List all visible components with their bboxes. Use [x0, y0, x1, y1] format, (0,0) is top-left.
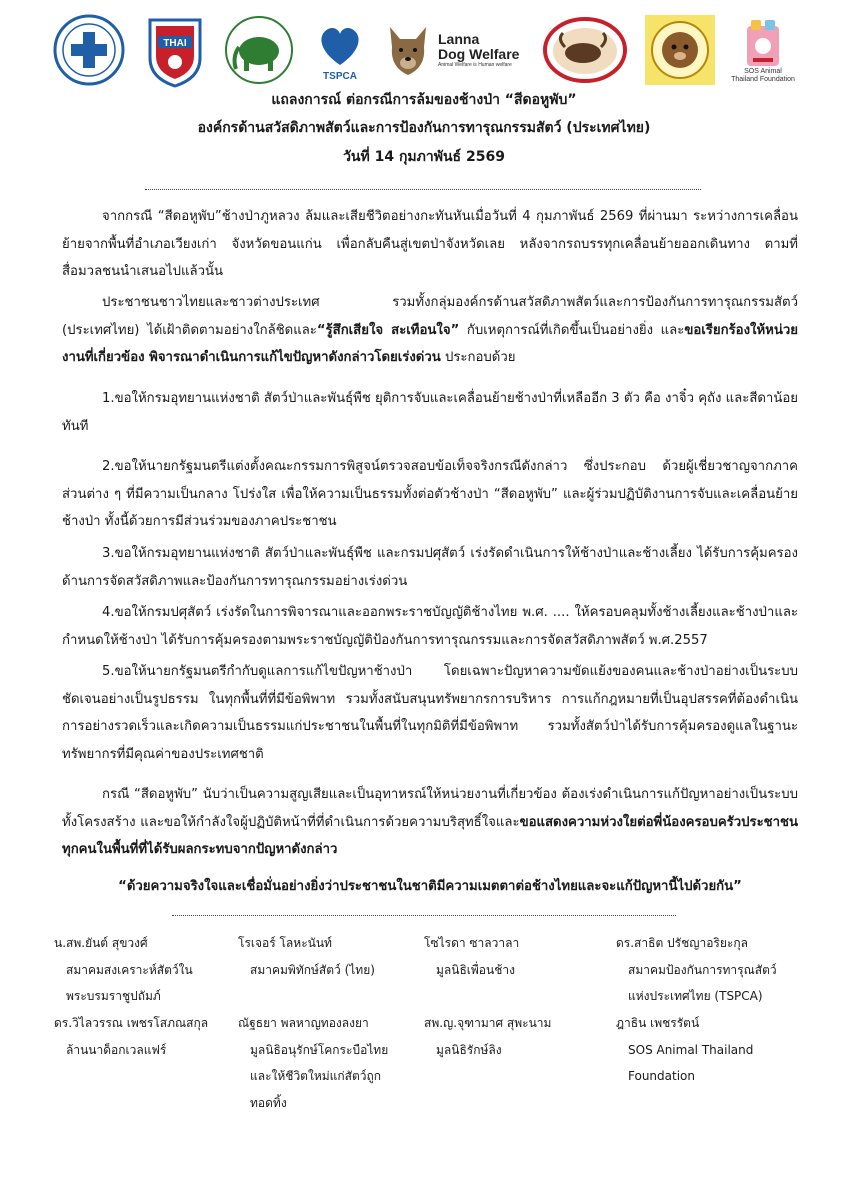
- signatory-name: ณัฐธยา พลหาญทองลงยา: [238, 1016, 369, 1030]
- signatory-org: มูลนิธิอนุรักษ์โคกระบือไทย: [250, 1042, 389, 1057]
- signatory: [238, 1010, 438, 1116]
- demand-item-2: 2.ขอให้นายกรัฐมนตรีแต่งตั้งคณะกรรมการพิสูจน์ตรวจสอบข้อเท็จจริงกรณีดังกล่าว ซึ่งประกอบ ด้วยผู้เชี่ยวชาญจากภาคส่วนต่าง ๆ ที่มีความเป็นกลาง โปร่งใส เพื่อให้ความเป็นธรรมทั้งต่อตัวช้างป่า “สีดอหูพับ” และผู้ร่วมปฏิบัติงานการจับและเคลื่อนย้ายช้างป่า ทั้งนี้ด้วยการมีส่วนร่วมของภาคประชาชน: [62, 459, 798, 529]
- sos-line1: SOS Animal: [744, 68, 782, 75]
- buffalo-foundation-logo: [542, 10, 628, 90]
- closing-text-b: ขอแสดงความห่วงใยต่อพี่น้องครอบครัวประชาชนทุกคนในพื้นที่ที่ได้รับผลกระทบจากปัญหาดังกล่าว: [62, 814, 798, 857]
- paragraph-closing: [62, 781, 798, 864]
- sos-line2: Thailand Foundation: [731, 76, 795, 83]
- closing-quote: “ด้วยความจริงใจและเชื่อมั่นอย่างยิ่งว่าประชาชนในชาติมีความเมตตาต่อช้างไทยและจะแก้ปัญหานี้ไปด้วยกัน”: [118, 879, 742, 894]
- signatory-name: สพ.ญ.จุฑามาศ สุพะนาม: [424, 1016, 552, 1030]
- signatory: [424, 1010, 624, 1063]
- closing-text-a: กรณี “สีดอหูพับ” นับว่าเป็นความสูญเสียและเป็นอุทาหรณ์ให้หน่วยงานที่เกี่ยวข้อง ต้องเร่งดำเนินการแก้ปัญหาอย่างเป็นระบบทั้งโครงสร้าง และขอให้กำลังใจผู้ปฏิบัติหน้าที่ที่ดำเนินการด้วยความบริสุทธิ์ใจและ: [62, 787, 798, 830]
- signatory-name: โรเจอร์ โลหะนันท์: [238, 936, 332, 950]
- lanna-dog-welfare-logo: [382, 10, 532, 90]
- signatory: [424, 930, 624, 983]
- signatory-org: มูลนิธิเพื่อนช้าง: [436, 962, 515, 977]
- demand-text-b: “รู้สึกเสียใจ สะเทือนใจ”: [316, 322, 460, 338]
- thai-aga-label: THAI: [163, 38, 187, 49]
- signatory-name: น.สพ.ยันต์ สุขวงศ์: [54, 936, 148, 950]
- signatory-name: ดร.สาธิต ปรัชญาอริยะกุล: [616, 936, 748, 950]
- signatory-org: พระบรมราชูปถัมภ์: [66, 989, 161, 1003]
- signatory: [238, 930, 438, 983]
- tspca-logo: [310, 10, 370, 90]
- signatory-org: แห่งประเทศไทย (TSPCA): [628, 989, 763, 1003]
- demand-text-a: ประชาชนชาวไทยและชาวต่างประเทศ รวมทั้งกลุ่มองค์กรด้านสวัสดิภาพสัตว์และการป้องกันการทารุณกรรมสัตว์ (ประเทศไทย) ได้เฝ้าติดตามอย่างใกล้ชิดและ: [62, 295, 798, 338]
- logo-strip: [50, 10, 798, 90]
- wildlife-rescue-logo: [642, 10, 718, 90]
- demand-item-5: 5.ขอให้นายกรัฐมนตรีกำกับดูแลการแก้ไขปัญหาช้างป่า โดยเฉพาะปัญหาความขัดแย้งของคนและช้างป่าอย่างเป็นระบบ ชัดเจนอย่างเป็นรูปธรรม ในทุกพื้นที่ที่มีข้อพิพาท รวมทั้งสนับสนุนทรัพยากรการบริหาร การแก้กฎหมายที่เป็นอุปสรรคที่ต้องดำเนินการอย่างรวดเร็วและเกิดความเป็นธรรมแก่ประชาชนในพื้นที่ในทุกมิติที่มีข้อพิพาท รวมทั้งสัตว์ป่าได้รับการคุ้มครองดูแลในฐานะทรัพยากรที่มีคุณค่าของประเทศชาติ: [62, 664, 798, 762]
- thai-aga-logo: [142, 10, 208, 90]
- signatory-org: ล้านนาด็อกเวลแฟร์: [66, 1042, 167, 1057]
- signatory-org: Foundation: [628, 1069, 695, 1083]
- signatory-name: ฎาธิน เพชรรัตน์: [616, 1016, 700, 1030]
- signatory-org: และให้ชีวิตใหม่แก่สัตว์ถูก: [250, 1069, 382, 1083]
- signatory-org: สมาคมป้องกันการทารุณสัตว์: [628, 962, 777, 977]
- signatory-name: ดร.วิไลวรรณ เพชรโสภณสกุล: [54, 1016, 209, 1030]
- demand-item-4: 4.ขอให้กรมปศุสัตว์ เร่งรัดในการพิจารณาและออกพระราชบัญญัติช้างไทย พ.ศ. .... ให้ครอบคลุมทั้งช้างเลี้ยงและช้างป่าและกำหนดให้ช้างป่า ได้รับการคุ้มครองตามพระราชบัญญัติป้องกันการทารุณกรรมและการจัดสวัสดิภาพสัตว์ พ.ศ.2557: [62, 605, 798, 648]
- sos-animal-logo: [728, 10, 798, 90]
- tspca-label: TSPCA: [323, 71, 357, 82]
- elephant-foundation-logo: [222, 10, 296, 90]
- signatory-org: ทอดทิ้ง: [250, 1095, 287, 1110]
- signatory-name: โซไรดา ซาลวาลา: [424, 936, 520, 950]
- lanna-tagline: Animal Welfare is Human welfare: [438, 62, 512, 68]
- dog-icon: [382, 17, 434, 83]
- signatory: [616, 930, 816, 1010]
- demand-text-c: กับเหตุการณ์ที่เกิดขึ้นเป็นอย่างยิ่ง และ: [459, 322, 685, 338]
- signatory-org: สมาคมสงเคราะห์สัตว์ใน: [66, 962, 193, 977]
- paragraph-demand: [62, 289, 798, 372]
- sos-animal-icon: [743, 16, 783, 68]
- demand-item-3: 3.ขอให้กรมอุทยานแห่งชาติ สัตว์ป่าและพันธุ์พืช และกรมปศุสัตว์ เร่งรัดดำเนินการให้ช้างป่าและช้างเลี้ยง ได้รับการคุ้มครองด้านการจัดสวัสดิภาพและป้องกันการทารุณกรรมอย่างเร่งด่วน: [62, 546, 798, 589]
- statement-date: วันที่ 14 กุมภาพันธ์ 2569: [343, 149, 505, 165]
- signatory-org: มูลนิธิรักษ์ลิง: [436, 1042, 502, 1057]
- signatory-org: SOS Animal Thailand: [628, 1042, 754, 1057]
- signatory-org: สมาคมพิทักษ์สัตว์ (ไทย): [250, 962, 375, 977]
- statement-organization: องค์กรด้านสวัสดิภาพสัตว์และการป้องกันการทารุณกรรมสัตว์ (ประเทศไทย): [197, 120, 651, 136]
- paragraph-intro: จากกรณี “สีดอหูพับ”ช้างป่าภูหลวง ล้มและเสียชีวิตอย่างกะทันหันเมื่อวันที่ 4 กุมภาพันธ์ 2569 ที่ผ่านมา ระหว่างการเคลื่อนย้ายจากพื้นที่อำเภอเวียงเก่า จังหวัดขอนแก่น เพื่อกลับคืนสู่เขตป่าจังหวัดเลย หลังจากรถบรรทุกเคลื่อนย้ายออกเดินทาง ตามที่สื่อมวลชนนำเสนอไปแล้วนั้น: [62, 209, 798, 279]
- signature-divider: [172, 915, 676, 916]
- signatory: [54, 930, 254, 1010]
- statement-title: แถลงการณ์ ต่อกรณีการล้มของช้างป่า “สีดอหูพับ”: [271, 92, 577, 108]
- demand-text-e: ประกอบด้วย: [440, 350, 516, 365]
- lanna-line1: Lanna: [438, 31, 480, 47]
- demand-item-1: 1.ขอให้กรมอุทยานแห่งชาติ สัตว์ป่าและพันธุ์พืช ยุติการจับและเคลื่อนย้ายช้างป่าที่เหลืออีก 3 ตัว คือ งาจิ๋ว คุถัง และสีดาน้อย ทันที: [62, 391, 798, 434]
- spaw-logo: [50, 10, 128, 90]
- signatory: [616, 1010, 816, 1090]
- header-divider: [145, 189, 701, 190]
- signatory: [54, 1010, 254, 1063]
- demand-text-d: ขอเรียกร้องให้หน่วยงานที่เกี่ยวข้อง พิจารณาดำเนินการแก้ไขปัญหาดังกล่าวโดยเร่งด่วน: [62, 322, 798, 365]
- lanna-line2: Dog Welfare: [438, 46, 520, 62]
